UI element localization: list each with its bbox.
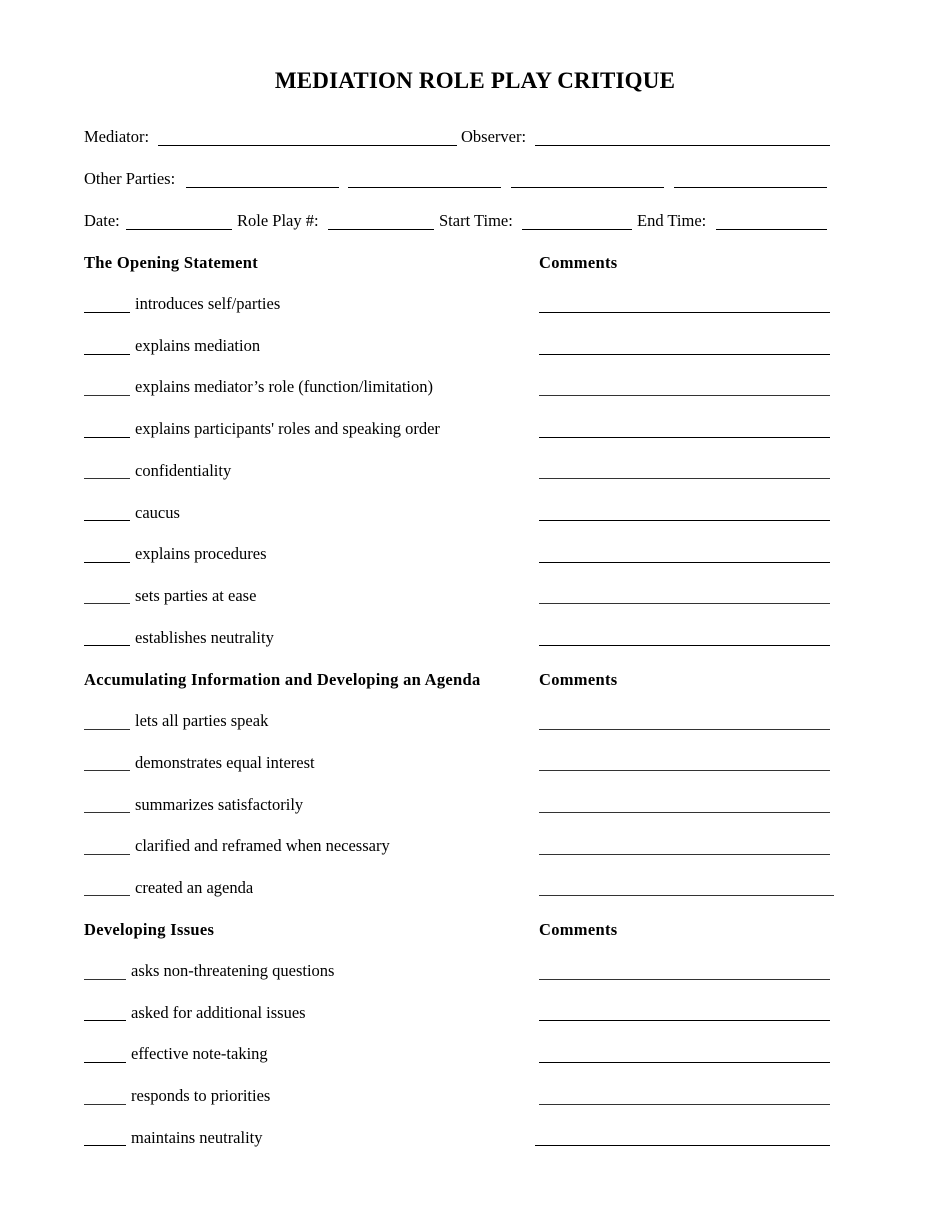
comments-heading: Comments	[539, 253, 618, 272]
observer-label: Observer:	[461, 127, 527, 146]
comment-line[interactable]	[539, 395, 830, 396]
comment-line[interactable]	[539, 312, 830, 313]
comment-line[interactable]	[539, 729, 830, 730]
checklist-item: caucus	[135, 503, 180, 522]
comment-line[interactable]	[539, 354, 830, 355]
mediator-field[interactable]	[158, 145, 457, 146]
check-blank[interactable]	[84, 895, 130, 896]
comment-line[interactable]	[539, 562, 830, 563]
check-blank[interactable]	[84, 354, 130, 355]
start-time-field[interactable]	[522, 229, 632, 230]
checklist-item: created an agenda	[135, 878, 254, 897]
other-parties-label: Other Parties:	[84, 169, 176, 188]
comments-heading: Comments	[539, 670, 618, 689]
check-blank[interactable]	[84, 603, 130, 604]
other-party-field-1[interactable]	[186, 187, 339, 188]
checklist-item: confidentiality	[135, 461, 232, 480]
check-blank[interactable]	[84, 312, 130, 313]
check-blank[interactable]	[84, 395, 130, 396]
check-blank[interactable]	[84, 562, 130, 563]
section-heading: Accumulating Information and Developing an Agenda	[84, 670, 481, 689]
comment-line[interactable]	[539, 1020, 830, 1021]
checklist-item: explains participants' roles and speaking order	[135, 419, 440, 438]
page-title: MEDIATION ROLE PLAY CRITIQUE	[274, 68, 676, 93]
checklist-item: sets parties at ease	[135, 586, 257, 605]
checklist-item: asked for additional issues	[131, 1003, 306, 1022]
check-blank[interactable]	[84, 770, 130, 771]
checklist-item: explains mediator’s role (function/limitation)	[135, 377, 433, 396]
checklist-item: summarizes satisfactorily	[135, 795, 304, 814]
comment-line[interactable]	[539, 1062, 830, 1063]
checklist-item: demonstrates equal interest	[135, 753, 315, 772]
check-blank[interactable]	[84, 478, 130, 479]
start-time-label: Start Time:	[439, 211, 513, 230]
check-blank[interactable]	[84, 1145, 126, 1146]
comment-line[interactable]	[539, 478, 830, 479]
checklist-item: establishes neutrality	[135, 628, 274, 647]
comment-line[interactable]	[539, 603, 830, 604]
check-blank[interactable]	[84, 979, 126, 980]
section-heading: The Opening Statement	[84, 253, 259, 272]
end-time-label: End Time:	[637, 211, 707, 230]
end-time-field[interactable]	[716, 229, 827, 230]
other-party-field-3[interactable]	[511, 187, 664, 188]
checklist-item: lets all parties speak	[135, 711, 269, 730]
checklist-item: maintains neutrality	[131, 1128, 263, 1147]
observer-field[interactable]	[535, 145, 830, 146]
checklist-item: explains procedures	[135, 544, 267, 563]
checklist-item: effective note-taking	[131, 1044, 268, 1063]
checklist-item: introduces self/parties	[135, 294, 281, 313]
check-blank[interactable]	[84, 1020, 126, 1021]
check-blank[interactable]	[84, 1104, 126, 1105]
role-play-label: Role Play #:	[237, 211, 319, 230]
comment-line[interactable]	[539, 437, 830, 438]
comment-line[interactable]	[539, 520, 830, 521]
comment-line[interactable]	[539, 854, 830, 855]
check-blank[interactable]	[84, 812, 130, 813]
date-field[interactable]	[126, 229, 232, 230]
check-blank[interactable]	[84, 854, 130, 855]
check-blank[interactable]	[84, 1062, 126, 1063]
comment-line[interactable]	[539, 979, 830, 980]
other-party-field-2[interactable]	[348, 187, 501, 188]
check-blank[interactable]	[84, 645, 130, 646]
comment-line[interactable]	[539, 895, 834, 896]
comment-line[interactable]	[539, 812, 830, 813]
role-play-field[interactable]	[328, 229, 434, 230]
comment-line[interactable]	[539, 1104, 830, 1105]
comment-line[interactable]	[535, 1145, 830, 1146]
checklist-item: responds to priorities	[131, 1086, 271, 1105]
check-blank[interactable]	[84, 520, 130, 521]
comment-line[interactable]	[539, 770, 830, 771]
checklist-item: clarified and reframed when necessary	[135, 836, 390, 855]
comment-line[interactable]	[539, 645, 830, 646]
check-blank[interactable]	[84, 729, 130, 730]
other-party-field-4[interactable]	[674, 187, 827, 188]
check-blank[interactable]	[84, 437, 130, 438]
section-heading: Developing Issues	[84, 920, 215, 939]
checklist-item: explains mediation	[135, 336, 261, 355]
comments-heading: Comments	[539, 920, 618, 939]
date-label: Date:	[84, 211, 120, 230]
mediator-label: Mediator:	[84, 127, 150, 146]
checklist-item: asks non-threatening questions	[131, 961, 335, 980]
